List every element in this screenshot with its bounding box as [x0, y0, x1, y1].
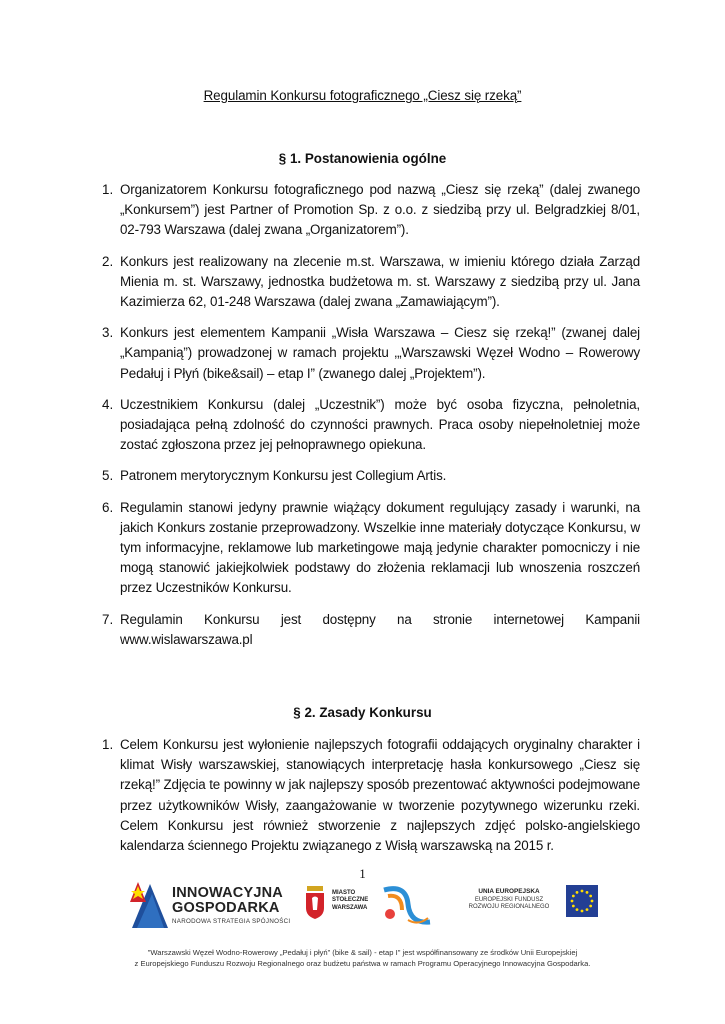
- footer-note-line1: "Warszawski Węzeł Wodno-Rowerowy „Pedałuj i płyń” (bike & sail) - etap I" jest współfinansowany ze środków Unii Europejskiej: [147, 948, 578, 957]
- city-logo-line3: WARSZAWA: [332, 904, 368, 911]
- list-item-number: 4.: [102, 396, 114, 412]
- eu-star-icon: [589, 905, 592, 908]
- list-item-number: 7.: [102, 611, 114, 627]
- city-logo-line2: STOŁECZNE: [332, 897, 369, 904]
- eu-star-icon: [581, 890, 584, 893]
- warsaw-coat-of-arms-icon: [304, 886, 326, 920]
- list-item-text: Konkurs jest elementem Kampanii „Wisła Warszawa – Ciesz się rzeką!” (zwanej dalej „Kampanią”) prowadzonej w ramach projektu ‚„Warszawski Węzeł Wodno – Rowerowy Pedałuj i Płyń (bike&sail) – etap I” (zwanego dalej „Projektem”).: [120, 325, 640, 381]
- list-item-text: Konkurs jest realizowany na zlecenie m.st. Warszawa, w imieniu którego działa Zarząd Mienia m. st. Warszawy, jednostka budżetowa m. st. Warszawy z siedzibą przy ul. Jana Kazimierza 62, 01-248 Warszawa (dalej zwana „Zamawiającym”).: [120, 253, 640, 310]
- list-item-number: 2.: [102, 253, 114, 269]
- list-item-text: Celem Konkursu jest wyłonienie najlepszych fotografii oddających oryginalny charakter i klimat Wisły warszawskiej, stanowiących interpretację hasła konkursowego „Ciesz się rzeką!” Zdjęcia te powinny w jak najlepszy sposób prezentować aktywności podejmowane przez użytkowników Wisły, zaangażowanie w tworzenie pozytywnego wizerunku rzeki. Celem Konkursu jest również stworzenie z najlepszych zdjęć polsko-angielskiego kalendarza ściennego Projektu związanego z Wisłą warszawską na 2015 r.: [120, 737, 640, 854]
- list-item: [102, 395, 640, 456]
- innowacyjna-gospodarka-logo: [128, 878, 293, 934]
- eu-star-icon: [572, 895, 575, 898]
- list-item: [102, 180, 640, 241]
- list-item-number: 1.: [102, 737, 114, 752]
- eu-star-icon: [586, 908, 589, 911]
- list-item-number: 6.: [102, 499, 114, 515]
- list-item: [102, 498, 640, 599]
- page-number: 1: [359, 866, 366, 881]
- eu-star-icon: [581, 910, 584, 913]
- eu-star-icon: [586, 891, 589, 894]
- city-logo-text: [332, 890, 368, 912]
- list-item-text: Uczestnikiem Konkursu (dalej „Uczestnik”) może być osoba fizyczna, pełnoletnia, posiadająca pełną zdolność do czynności prawnych. Praca osoby niepełnoletniej może zostać zgłoszona przez jej pełnoprawnego opiekuna.: [120, 396, 640, 453]
- list-item: [102, 735, 640, 856]
- eu-star-icon: [571, 900, 574, 903]
- footer-note-line2: z Europejskiego Funduszu Rozwoju Regionalnego oraz budżetu państwa w ramach Programu Operacyjnego Innowacyjna Gospodarka.: [134, 959, 591, 968]
- list-item-number: 3.: [102, 325, 114, 341]
- list-item-text: Regulamin stanowi jedyny prawnie wiążący dokument regulujący zasady i warunki, na jakich Konkurs zostanie przeprowadzony. Wszelkie inne materiały dotyczące Konkursu, w tym informacyjne, reklamowe lub marketingowe mają jedynie charakter pomocniczy i nie mogą stanowić jakiejkolwiek podstawy do złożenia reklamacji lub wnoszenia roszczeń przez Uczestników Konkursu.: [120, 499, 640, 596]
- document-title: Regulamin Konkursu fotograficznego „Ciesz się rzeką”: [203, 88, 522, 103]
- list-item: [102, 323, 640, 384]
- list-item-number: 1.: [102, 182, 114, 197]
- eu-star-icon: [576, 908, 579, 911]
- list-item-text: Patronem merytorycznym Konkursu jest Collegium Artis.: [120, 468, 447, 484]
- ig-logo-subtitle: NARODOWA STRATEGIA SPÓJNOŚCI: [172, 918, 291, 925]
- warszawa-logo: [302, 882, 437, 932]
- list-item-number: 5.: [102, 468, 114, 484]
- section-heading-1: § 1. Postanowienia ogólne: [278, 151, 447, 166]
- list-item-text: Organizatorem Konkursu fotograficznego pod nazwą „Ciesz się rzeką” (dalej zwanego „Konkursem”) jest Partner of Promotion Sp. z o.o. z siedzibą przy ul. Belgradzkiej 8/01, 02-793 Warszawa (dalej zwana „Organizatorem”).: [120, 182, 640, 238]
- ig-emblem-icon: [128, 878, 170, 932]
- ig-logo-text: [172, 886, 283, 916]
- eu-logo-subtitle: [456, 897, 562, 912]
- eu-logo-title: UNIA EUROPEJSKA: [478, 888, 540, 895]
- city-logo-line1: MIASTO: [332, 890, 356, 896]
- list-item: [102, 610, 640, 650]
- footer-cofinancing-note: [0, 947, 725, 969]
- list-item: [102, 466, 640, 486]
- eu-logo: [456, 884, 596, 924]
- eu-star-icon: [589, 895, 592, 898]
- eu-logo-line1: EUROPEJSKI FUNDUSZ: [474, 897, 544, 903]
- wisla-campaign-logo-icon: [378, 884, 436, 930]
- eu-flag-icon: [566, 885, 598, 917]
- section-2-list: [102, 735, 640, 856]
- list-item-text: Regulamin Konkursu jest dostępny na stronie internetowej Kampanii www.wislawarszawa.pl: [120, 611, 640, 647]
- eu-star-icon: [572, 905, 575, 908]
- eu-star-icon: [576, 891, 579, 894]
- ig-logo-line2: GOSPODARKA: [172, 900, 280, 916]
- eu-star-icon: [591, 900, 594, 903]
- ig-logo-line1: INNOWACYJNA: [172, 885, 283, 901]
- section-1-list: [102, 180, 640, 650]
- list-item: [102, 252, 640, 313]
- eu-logo-line2: ROZWOJU REGIONALNEGO: [468, 904, 550, 911]
- section-heading-2: § 2. Zasady Konkursu: [293, 705, 432, 720]
